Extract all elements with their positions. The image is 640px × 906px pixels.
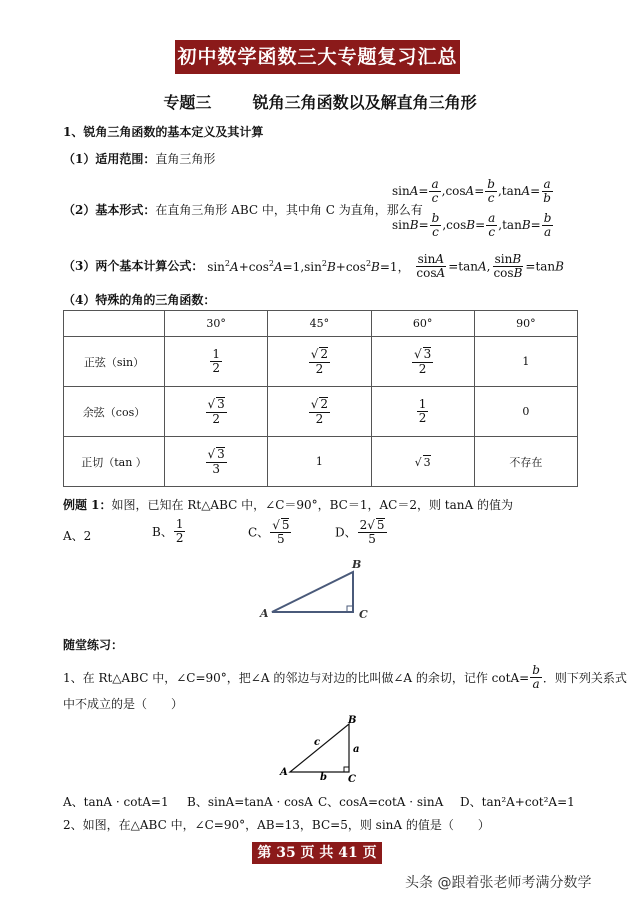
item-1-label: （1）适用范围： [63, 152, 156, 166]
p1-option-c: C、cosA=cotA · sinA [318, 795, 444, 809]
item-1 [63, 150, 215, 167]
practice-1: 1、在 Rt△ABC 中，∠C=90°，把∠A 的邻边与对边的比叫做∠A 的余切，记作 cotA= $\frac{b}{a}$ ．则下列关系式 [63, 663, 627, 692]
table-header: 60° [371, 311, 474, 337]
row-label-cos: 余弦（cos） [64, 387, 165, 437]
heading-1: 1、锐角三角函数的基本定义及其计算 [63, 125, 264, 139]
example-1 [63, 496, 513, 513]
example-1-label: 例题 1： [63, 498, 112, 512]
ex1-option-a: A、2 [63, 529, 92, 543]
row-label-tan: 正切（tan ） [64, 437, 165, 487]
fig2-label-b: B [348, 715, 357, 726]
practice-1-tail: ．则下列关系式 [542, 671, 627, 686]
fig2-side-b: b [320, 772, 327, 783]
p1-option-a: A、tanA · cotA=1 [63, 795, 169, 809]
item-2-text: 在直角三角形 ABC 中，其中角 C 为直角，那么有 [155, 203, 423, 217]
practice-1-line2: 中不成立的是（ ） [63, 697, 184, 711]
practice-2: 2、如图，在△ABC 中，∠C=90°，AB=13，BC=5，则 sinA 的值是（ ） [63, 818, 490, 832]
def-row-2: sinB= $\frac{b}{c}$ ,cosB= $\frac{a}{c}$ ,tanB= $\frac{b}{a}$ [392, 211, 552, 240]
ex1-option-b: B、 $\frac{1}{2}$ [152, 517, 184, 546]
table-header: 90° [474, 311, 577, 337]
triangle-figure-2 [278, 714, 368, 784]
fig2-side-c: c [314, 737, 321, 748]
fig2-label-c: C [348, 774, 356, 784]
fig2-side-a: a [353, 744, 360, 755]
example-1-text: 如图，已知在 Rt△ABC 中，∠C＝90°，BC＝1，AC＝2，则 tanA 的值为 [111, 498, 513, 512]
item-4-label: （4）特殊的角的三角函数： [63, 293, 216, 307]
table-header: 30° [165, 311, 268, 337]
item-1-text: 直角三角形 [155, 152, 216, 166]
fig2-label-a: A [280, 767, 288, 778]
fig1-label-c: C [359, 608, 368, 621]
row-label-sin: 正弦（sin） [64, 337, 165, 387]
watermark: 头条 @跟着张老师考满分数学 [405, 875, 592, 891]
table-corner [64, 311, 165, 337]
special-angle-table: 30° 45° 60° 90° 正弦（sin） $\frac{1}{2}$ $\frac{√ 2}{2}$ $\frac{√ 3}{2}$ 1 余弦（cos） $\frac{√ 3}{2}$ $\frac{√ 2}{2}$ $\frac{1}{2}$ 0 正切（tan ） $\frac{√ 3}{3}$ 1 √ 3 不存在 [63, 310, 578, 487]
practice-label: 随堂练习： [63, 638, 124, 652]
fig1-label-a: A [260, 607, 269, 620]
item-3-label: （3）两个基本计算公式： [63, 259, 204, 274]
tan-90-cell: 不存在 [474, 437, 577, 487]
title-prefix: 专题三 [163, 93, 212, 112]
header-banner: 初中数学函数三大专题复习汇总 [175, 40, 460, 74]
item-2 [63, 201, 423, 218]
title-main: 锐角三角函数以及解直角三角形 [252, 93, 477, 112]
item-2-label: （2）基本形式： [63, 203, 156, 217]
fig1-label-b: B [352, 558, 362, 571]
ex1-option-c: C、 $\frac{√ 5}{5}$ [248, 518, 290, 547]
table-header: 45° [268, 311, 371, 337]
section-title [0, 90, 640, 113]
p1-option-d: D、tan²A+cot²A=1 [460, 795, 575, 809]
p1-option-b: B、sinA=tanA · cosA [187, 795, 313, 809]
item-3: （3）两个基本计算公式： $\sin^2A+\cos^2A=1,\sin^2B+\cos^2B=1$， $\frac{\sin A}{\cos A}$ =tanA, $\frac{\sin B}{\cos B}$ =tanB [63, 252, 564, 281]
page-footer: 第 35 页 共 41 页 [252, 842, 382, 864]
ex1-option-d: D、 $\frac{2√ 5}{5}$ [335, 518, 385, 547]
practice-1-text: 1、在 Rt△ABC 中，∠C=90°，把∠A 的邻边与对边的比叫做∠A 的余切，记作 cotA= [63, 671, 530, 686]
def-row-1: sinA= $\frac{a}{c}$ ,cosA= $\frac{b}{c}$ ,tanA= $\frac{a}{b}$ [392, 177, 551, 206]
triangle-figure-1 [255, 555, 375, 630]
